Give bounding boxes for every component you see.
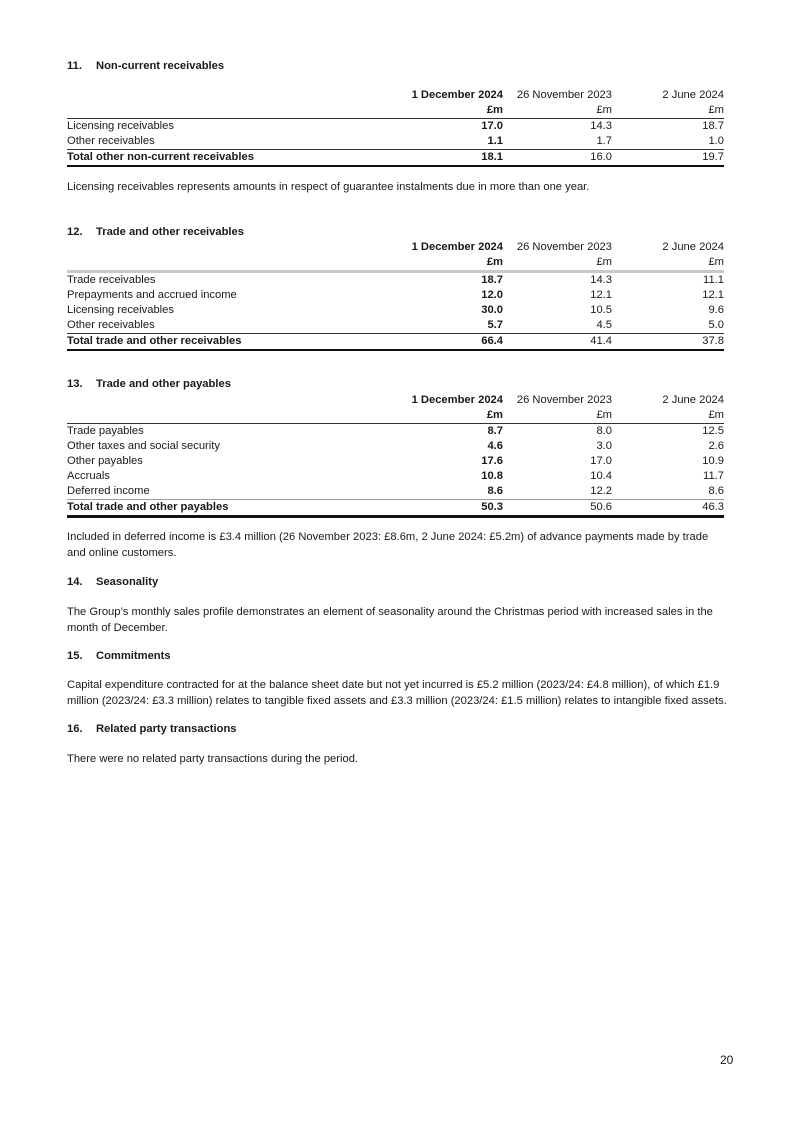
total-value: 50.3: [397, 500, 503, 517]
unit-label: £m: [397, 103, 503, 119]
cell-value: 14.3: [590, 274, 612, 286]
unit-label: £m: [397, 255, 503, 272]
table-units-row: [67, 255, 724, 272]
total-value: 18.1: [397, 150, 503, 167]
section-14-text: The Group’s monthly sales profile demonstrates an element of seasonality around the Christmas period with increased sales in the month of December.: [67, 606, 713, 634]
table-header-row: [67, 88, 724, 103]
table-units-row: [67, 408, 724, 424]
table-row: [67, 119, 724, 135]
cell-value: 1.0: [612, 134, 724, 150]
section-16-heading: [67, 722, 237, 737]
section-title: Trade and other payables: [96, 378, 231, 390]
table-units-row: [67, 103, 724, 119]
non-current-receivables-table: [67, 88, 724, 167]
cell-value: 4.5: [503, 318, 612, 334]
column-header-2-june-2024: 2 June 2024: [662, 89, 724, 101]
table-row: [67, 454, 724, 469]
cell-value: 8.0: [596, 425, 612, 437]
table-header-row: [67, 393, 724, 408]
section-title: Seasonality: [96, 576, 159, 588]
cell-value: 12.1: [590, 289, 612, 301]
section-15-heading: [67, 649, 171, 664]
unit-label: £m: [503, 255, 612, 272]
section-13-note: Included in deferred income is £3.4 million (26 November 2023: £8.6m, 2 June 2024: £5.2m) of advance payments made by trade and online customers.: [67, 531, 709, 559]
section-13-heading: [67, 377, 231, 392]
row-label: Deferred income: [67, 484, 397, 500]
cell-value: 18.7: [702, 120, 724, 132]
cell-value: 11.7: [703, 470, 724, 482]
row-label: Licensing receivables: [67, 304, 174, 316]
section-number: 13.: [67, 378, 83, 390]
unit-label: £m: [503, 103, 612, 119]
cell-value: 2.6: [708, 440, 724, 452]
cell-value: 1.7: [503, 134, 612, 150]
table-row: [67, 439, 724, 454]
column-header-2-june-2024: 2 June 2024: [662, 394, 724, 406]
row-label: Accruals: [67, 470, 110, 482]
cell-value: 30.0: [481, 304, 503, 316]
total-label: Total trade and other receivables: [67, 334, 397, 351]
page-number: 20: [720, 1053, 734, 1067]
cell-value: 12.5: [702, 425, 724, 437]
section-title: Non-current receivables: [96, 60, 225, 72]
cell-value: 5.0: [612, 318, 724, 334]
column-header-26-november-2023: 26 November 2023: [516, 89, 612, 101]
section-15-text: Capital expenditure contracted for at the balance sheet date but not yet incurred is £5.2 million (2023/24: £4.8 million), of which £1.9 million (2023/24: £3.3 million) relates to tangible fixed assets and £3.3 million (2023/24: £1.5 million) relates to intangible fixed assets.: [67, 679, 727, 707]
cell-value: 10.8: [481, 470, 503, 482]
total-value: 66.4: [397, 334, 503, 351]
section-12-heading: [67, 225, 244, 240]
section-title: Trade and other receivables: [96, 226, 244, 238]
unit-label: £m: [503, 408, 612, 424]
column-header-26-november-2023: 26 November 2023: [516, 241, 612, 253]
column-header-2-june-2024: 2 June 2024: [662, 241, 724, 253]
table-row: [67, 424, 724, 440]
cell-value: 17.0: [590, 455, 612, 467]
total-value: 46.3: [612, 500, 724, 517]
column-header-1-december-2024: 1 December 2024: [411, 394, 503, 406]
cell-value: 4.6: [487, 440, 503, 452]
cell-value: 1.1: [397, 134, 503, 150]
section-number: 16.: [67, 723, 83, 735]
total-value: 37.8: [612, 334, 724, 351]
table-total-row: [67, 500, 724, 517]
cell-value: 12.1: [702, 289, 724, 301]
cell-value: 10.5: [590, 304, 612, 316]
cell-value: 5.7: [397, 318, 503, 334]
total-label: Total trade and other payables: [67, 500, 397, 517]
section-number: 14.: [67, 576, 83, 588]
table-header-row: [67, 240, 724, 255]
cell-value: 12.0: [481, 289, 503, 301]
column-header-1-december-2024: 1 December 2024: [411, 241, 503, 253]
cell-value: 8.6: [612, 484, 724, 500]
cell-value: 18.7: [481, 274, 503, 286]
cell-value: 12.2: [503, 484, 612, 500]
column-header-26-november-2023: 26 November 2023: [516, 394, 612, 406]
table-row: [67, 484, 724, 500]
cell-value: 10.9: [702, 455, 724, 467]
table-total-row: [67, 150, 724, 167]
section-14-heading: [67, 575, 158, 590]
unit-label: £m: [612, 103, 724, 119]
section-16-text: There were no related party transactions during the period.: [67, 753, 359, 765]
section-number: 15.: [67, 650, 83, 662]
table-total-row: [67, 334, 724, 351]
cell-value: 14.3: [590, 120, 612, 132]
table-row: [67, 288, 724, 303]
cell-value: 11.1: [703, 274, 724, 286]
cell-value: 9.6: [708, 304, 724, 316]
total-value: 41.4: [503, 334, 612, 351]
unit-label: £m: [397, 408, 503, 424]
total-label: Total other non-current receivables: [67, 150, 397, 167]
row-label: Other receivables: [67, 318, 397, 334]
row-label: Other receivables: [67, 134, 397, 150]
column-header-1-december-2024: 1 December 2024: [411, 89, 503, 101]
unit-label: £m: [612, 255, 724, 272]
row-label: Other payables: [67, 455, 143, 467]
section-11-note: Licensing receivables represents amounts in respect of guarantee instalments due in more than one year.: [67, 181, 590, 193]
cell-value: 8.7: [487, 425, 503, 437]
row-label: Trade receivables: [67, 274, 156, 286]
section-11-heading: [67, 59, 224, 74]
table-row: [67, 272, 724, 289]
row-label: Other taxes and social security: [67, 440, 220, 452]
row-label: Prepayments and accrued income: [67, 289, 237, 301]
cell-value: 3.0: [596, 440, 612, 452]
cell-value: 10.4: [590, 470, 612, 482]
row-label: Trade payables: [67, 425, 144, 437]
table-row: [67, 318, 724, 334]
total-value: 50.6: [503, 500, 612, 517]
unit-label: £m: [612, 408, 724, 424]
table-row: [67, 134, 724, 150]
total-value: 16.0: [503, 150, 612, 167]
table-row: [67, 303, 724, 318]
trade-receivables-table: [67, 240, 724, 351]
cell-value: 17.6: [481, 455, 503, 467]
section-title: Commitments: [96, 650, 171, 662]
section-number: 11.: [67, 60, 82, 72]
total-value: 19.7: [612, 150, 724, 167]
cell-value: 8.6: [397, 484, 503, 500]
section-title: Related party transactions: [96, 723, 237, 735]
table-row: [67, 469, 724, 484]
row-label: Licensing receivables: [67, 120, 174, 132]
trade-payables-table: [67, 393, 724, 518]
cell-value: 17.0: [481, 120, 503, 132]
section-number: 12.: [67, 226, 83, 238]
